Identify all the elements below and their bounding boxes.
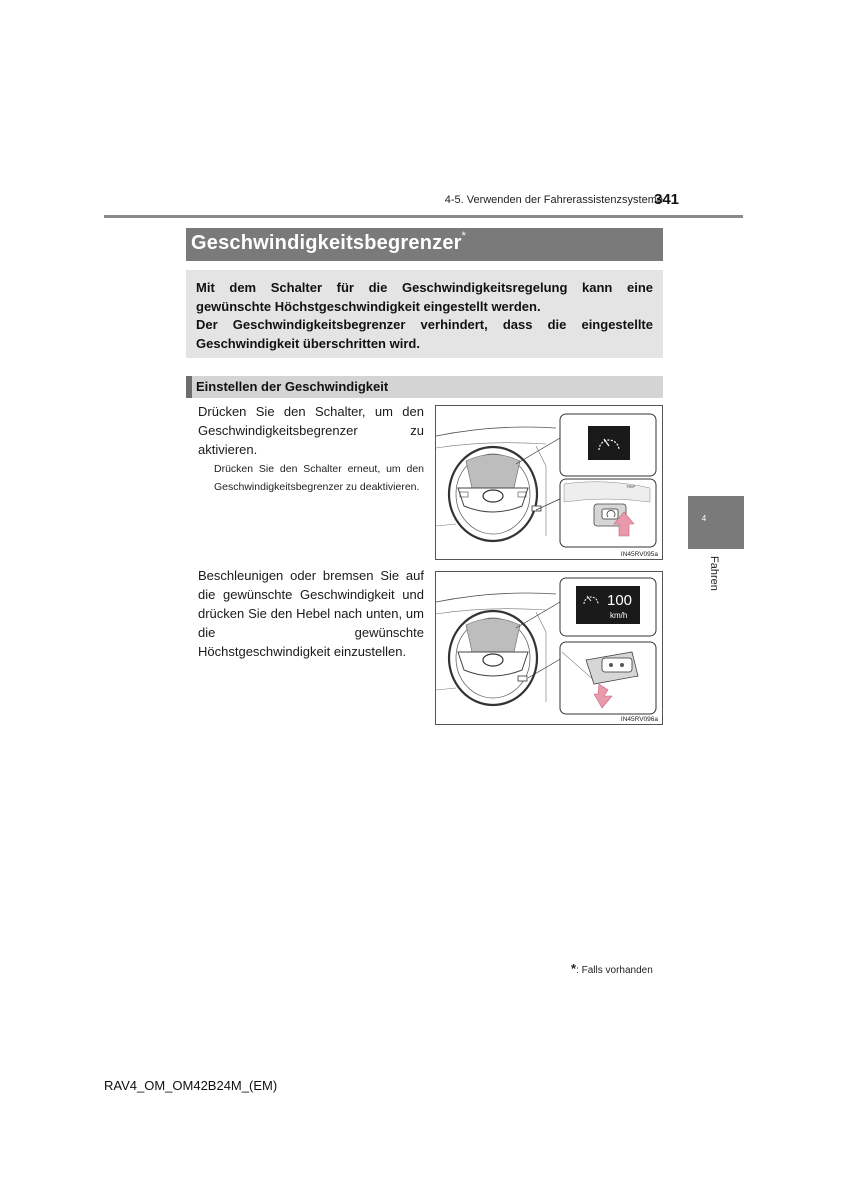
step-2-text: Beschleunigen oder bremsen Sie auf die gewünschte Geschwindigkeit und drücken Sie den Hebel nach unten, um die gewünschte Höchstgeschwindigkeit einzustellen. [198, 568, 424, 659]
subsection-marker [186, 376, 192, 398]
dashboard-illustration-1 [436, 406, 662, 559]
intro-box [186, 270, 663, 358]
step-1-note: Drücken Sie den Schalter erneut, um den Geschwindigkeitsbegrenzer zu deaktivieren. [214, 463, 424, 493]
dashboard-illustration-2 [436, 572, 662, 724]
figure-set-speed-lever [435, 571, 663, 725]
figure-2-code: IN45RV096a [620, 716, 658, 723]
footnote [571, 961, 653, 976]
set-speed-value: 100 [607, 592, 633, 609]
step-1-text: Drücken Sie den Schalter, um den Geschwindigkeitsbegrenzer zu aktivieren. [198, 404, 424, 457]
footer-document-code: RAV4_OM_OM42B24M_(EM) [104, 1078, 278, 1093]
header-section-title: 4-5. Verwenden der Fahrerassistenzsysteme [444, 194, 663, 206]
intro-paragraph-1: Mit dem Schalter für die Geschwindigkeitsregelung kann eine gewünschte Höchstgeschwindigkeit eingestellt werden. [196, 280, 653, 314]
header-divider [104, 215, 743, 218]
figure-speed-limiter-switch [435, 405, 663, 560]
chapter-tab-number: 4 [701, 514, 707, 523]
page-title-bar [186, 228, 663, 261]
intro-paragraph-2: Der Geschwindigkeitsbegrenzer verhindert, dass die eingestellte Geschwindigkeit überschritten wird. [196, 317, 653, 351]
footnote-mark: * [571, 961, 577, 976]
set-speed-unit: km/h [610, 611, 628, 620]
footnote-text: : Falls vorhanden [576, 965, 653, 976]
title-footnote-mark: * [461, 230, 467, 242]
page-title: Geschwindigkeitsbegrenzer [191, 232, 462, 254]
subsection-heading [186, 376, 663, 398]
chapter-tab [688, 496, 744, 549]
page-number: 341 [654, 191, 680, 208]
chapter-tab-label: Fahren [708, 556, 720, 591]
subsection-heading-text: Einstellen der Geschwindigkeit [196, 379, 389, 394]
figure-1-code: IN45RV095a [620, 551, 658, 558]
trip-label: TRIP [626, 484, 636, 489]
